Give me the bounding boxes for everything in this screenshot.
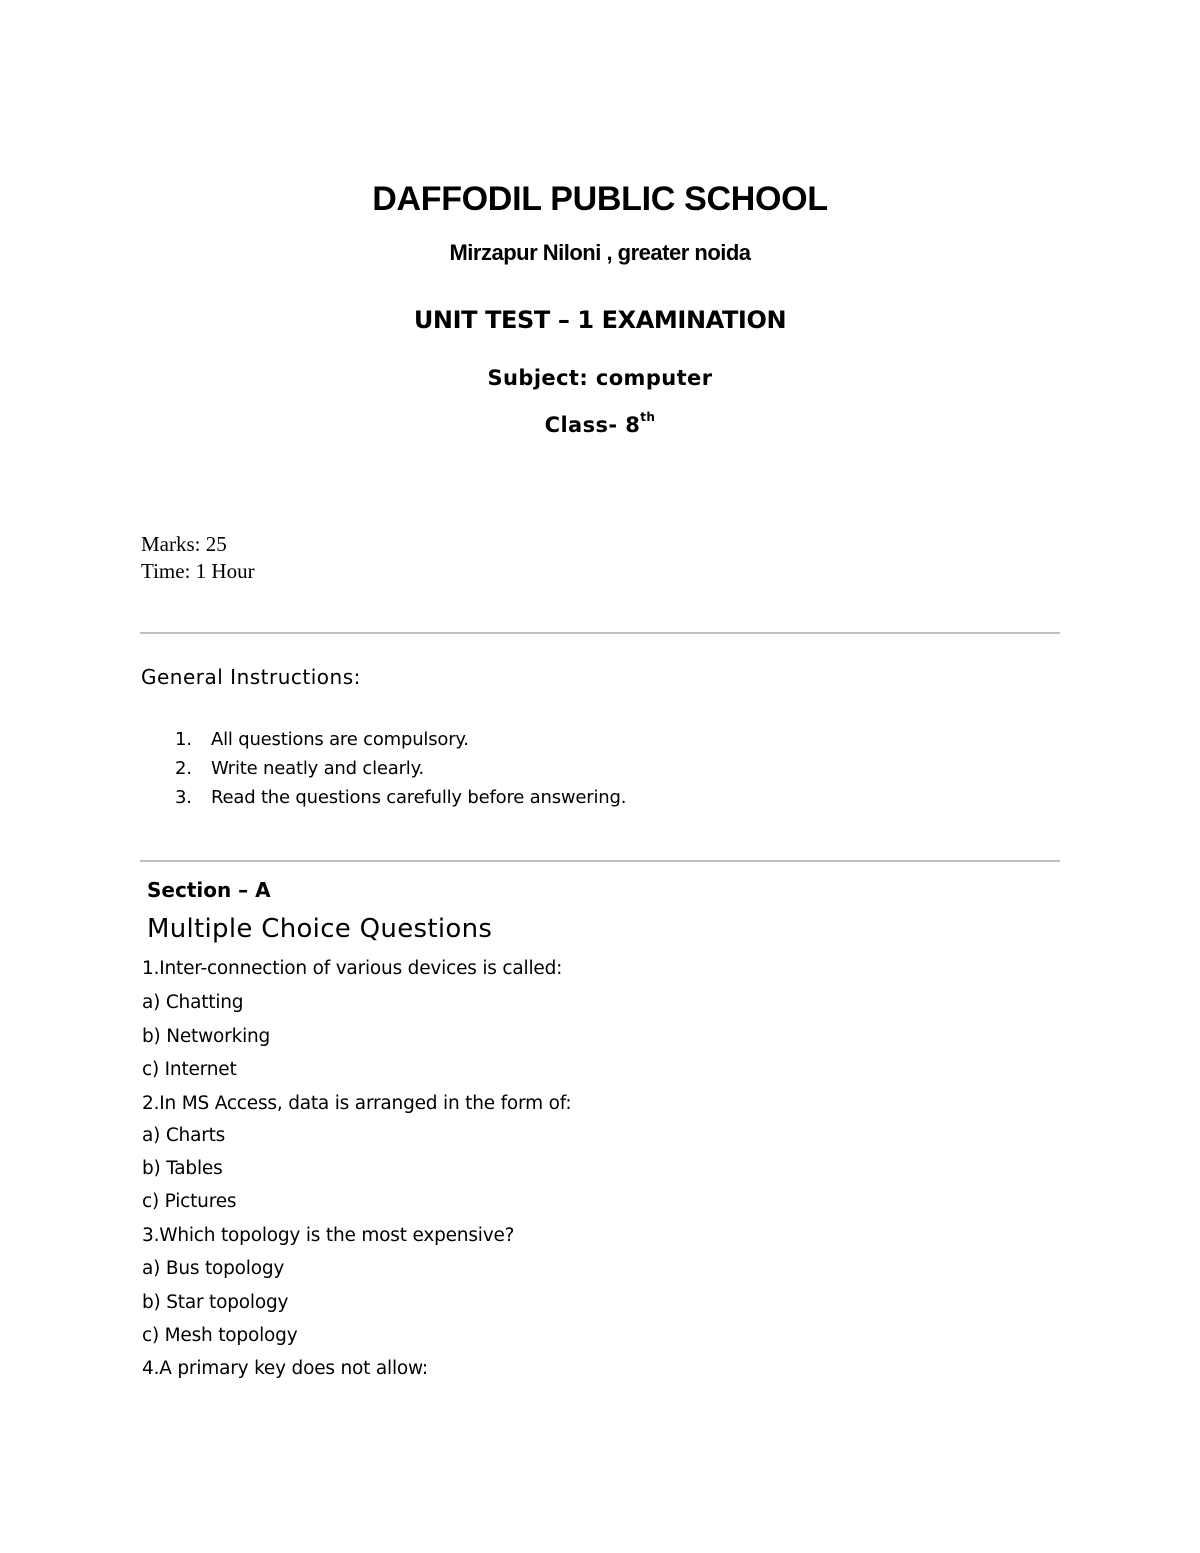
instruction-item — [175, 787, 626, 808]
class-line — [0, 410, 1200, 437]
answer-option: b) Tables — [142, 1158, 223, 1179]
instruction-number: 3. — [175, 787, 192, 808]
question-text: 2.In MS Access, data is arranged in the form of: — [142, 1093, 572, 1114]
exam-title: UNIT TEST – 1 EXAMINATION — [413, 306, 787, 334]
answer-option: c) Pictures — [142, 1191, 237, 1212]
answer-option: c) Mesh topology — [142, 1325, 298, 1346]
answer-option: b) Networking — [142, 1026, 271, 1047]
horizontal-divider — [140, 860, 1060, 862]
marks-line: Marks: 25 — [141, 532, 227, 556]
answer-option: a) Chatting — [142, 992, 244, 1013]
instructions-heading: General Instructions: — [141, 665, 361, 689]
subject-line: Subject: computer — [487, 366, 713, 390]
school-address: Mirzapur Niloni , greater noida — [449, 240, 751, 265]
answer-option: a) Charts — [142, 1125, 226, 1146]
instruction-item — [175, 758, 424, 779]
school-name: DAFFODIL PUBLIC SCHOOL — [372, 180, 828, 218]
answer-option: b) Star topology — [142, 1292, 289, 1313]
answer-option: c) Internet — [142, 1059, 237, 1080]
instruction-text: Write neatly and clearly. — [211, 758, 424, 779]
instruction-number: 2. — [175, 758, 192, 779]
class-superscript: th — [640, 410, 656, 424]
instruction-item — [175, 729, 469, 750]
instruction-number: 1. — [175, 729, 192, 750]
section-subtitle: Multiple Choice Questions — [147, 914, 493, 944]
class-text: Class- 8 — [544, 413, 641, 437]
time-line: Time: 1 Hour — [141, 559, 255, 583]
instruction-text: Read the questions carefully before answering. — [211, 787, 627, 808]
section-title: Section – A — [147, 878, 271, 902]
answer-option: a) Bus topology — [142, 1258, 285, 1279]
question-text: 1.Inter-connection of various devices is called: — [142, 958, 563, 979]
instruction-text: All questions are compulsory. — [211, 729, 469, 750]
horizontal-divider — [140, 632, 1060, 634]
question-text: 4.A primary key does not allow: — [142, 1358, 428, 1379]
question-text: 3.Which topology is the most expensive? — [142, 1225, 515, 1246]
